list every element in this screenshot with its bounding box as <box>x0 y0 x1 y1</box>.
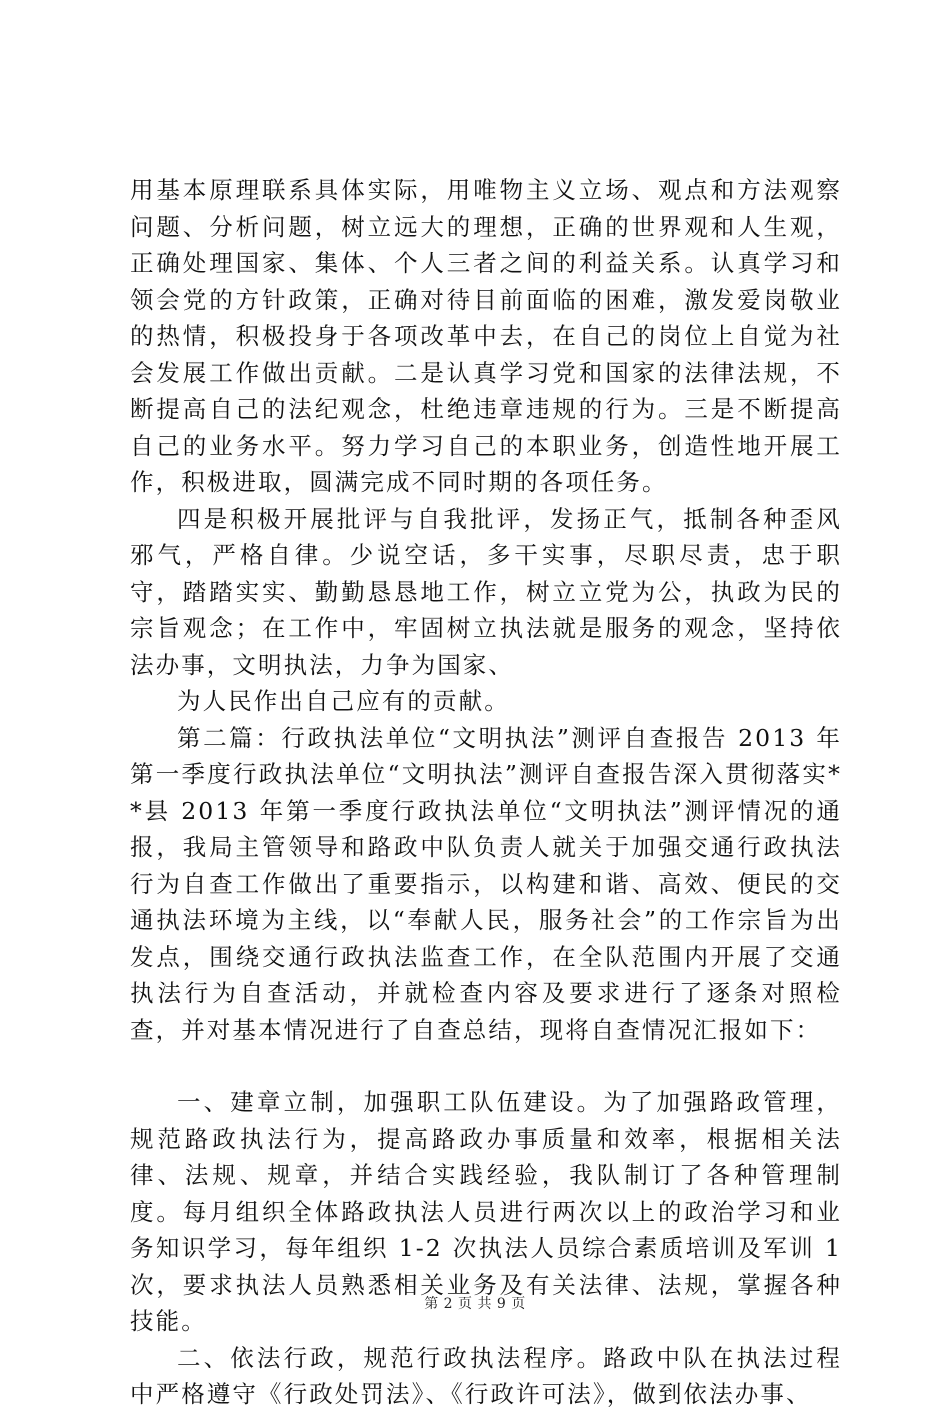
paragraph-section-one: 一、建章立制，加强职工队伍建设。为了加强路政管理，规范路政执法行为，提高路政办事质量和效率，根据相关法律、法规、规章，并结合实践经验，我队制订了各种管理制度。每月组织全体路政执法人员进行两次以上的政治学习和业务知识学习，每年组织 1-2 次执法人员综合素质培训及军训 1 次，要求执法人员熟悉相关业务及有关法律、法规，掌握各种技能。 <box>130 1088 842 1335</box>
paragraph-continuation: 用基本原理联系具体实际，用唯物主义立场、观点和方法观察问题、分析问题，树立远大的理想，正确的世界观和人生观，正确处理国家、集体、个人三者之间的利益关系。认真学习和领会党的方针政策，正确对待目前面临的困难，激发爱岗敬业的热情，积极投身于各项改革中去，在自己的岗位上自觉为社会发展工作做出贡献。二是认真学习党和国家的法律法规，不断提高自己的法纪观念，杜绝违章违规的行为。三是不断提高自己的业务水平。努力学习自己的本职业务，创造性地开展工作，积极进取，圆满完成不同时期的各项任务。 <box>130 176 842 496</box>
document-body <box>130 172 842 1413</box>
paragraph-section-two: 二、依法行政，规范行政执法程序。路政中队在执法过程中严格遵守《行政处罚法》、《行政许可法》，做到依法办事、 <box>130 1343 842 1408</box>
paragraph-four: 四是积极开展批评与自我批评，发扬正气，抵制各种歪风邪气，严格自律。少说空话，多干实事，尽职尽责，忠于职守，踏踏实实、勤勤恳恳地工作，树立立党为公，执政为民的宗旨观念；在工作中，牢固树立执法就是服务的观念，坚持依法办事，文明执法，力争为国家、 <box>130 504 842 679</box>
paragraph-people: 为人民作出自己应有的贡献。 <box>177 687 510 715</box>
page-footer: 第 2 页 共 9 页 <box>424 1296 526 1312</box>
paragraph-part-two-intro: 第二篇：行政执法单位“文明执法”测评自查报告 2013 年第一季度行政执法单位“文明执法”测评自查报告深入贯彻落实**县 2013 年第一季度行政执法单位“文明执法”测评情况的通报，我局主管领导和路政中队负责人就关于加强交通行政执法行为自查工作做出了重要指示，以构建和谐、高效、便民的交通执法环境为主线，以“奉献人民，服务社会”的工作宗旨为出发点，围绕交通行政执法监查工作，在全队范围内开展了交通执法行为自查活动，并就检查内容及要求进行了逐条对照检查，并对基本情况进行了自查总结，现将自查情况汇报如下： <box>130 723 842 1044</box>
